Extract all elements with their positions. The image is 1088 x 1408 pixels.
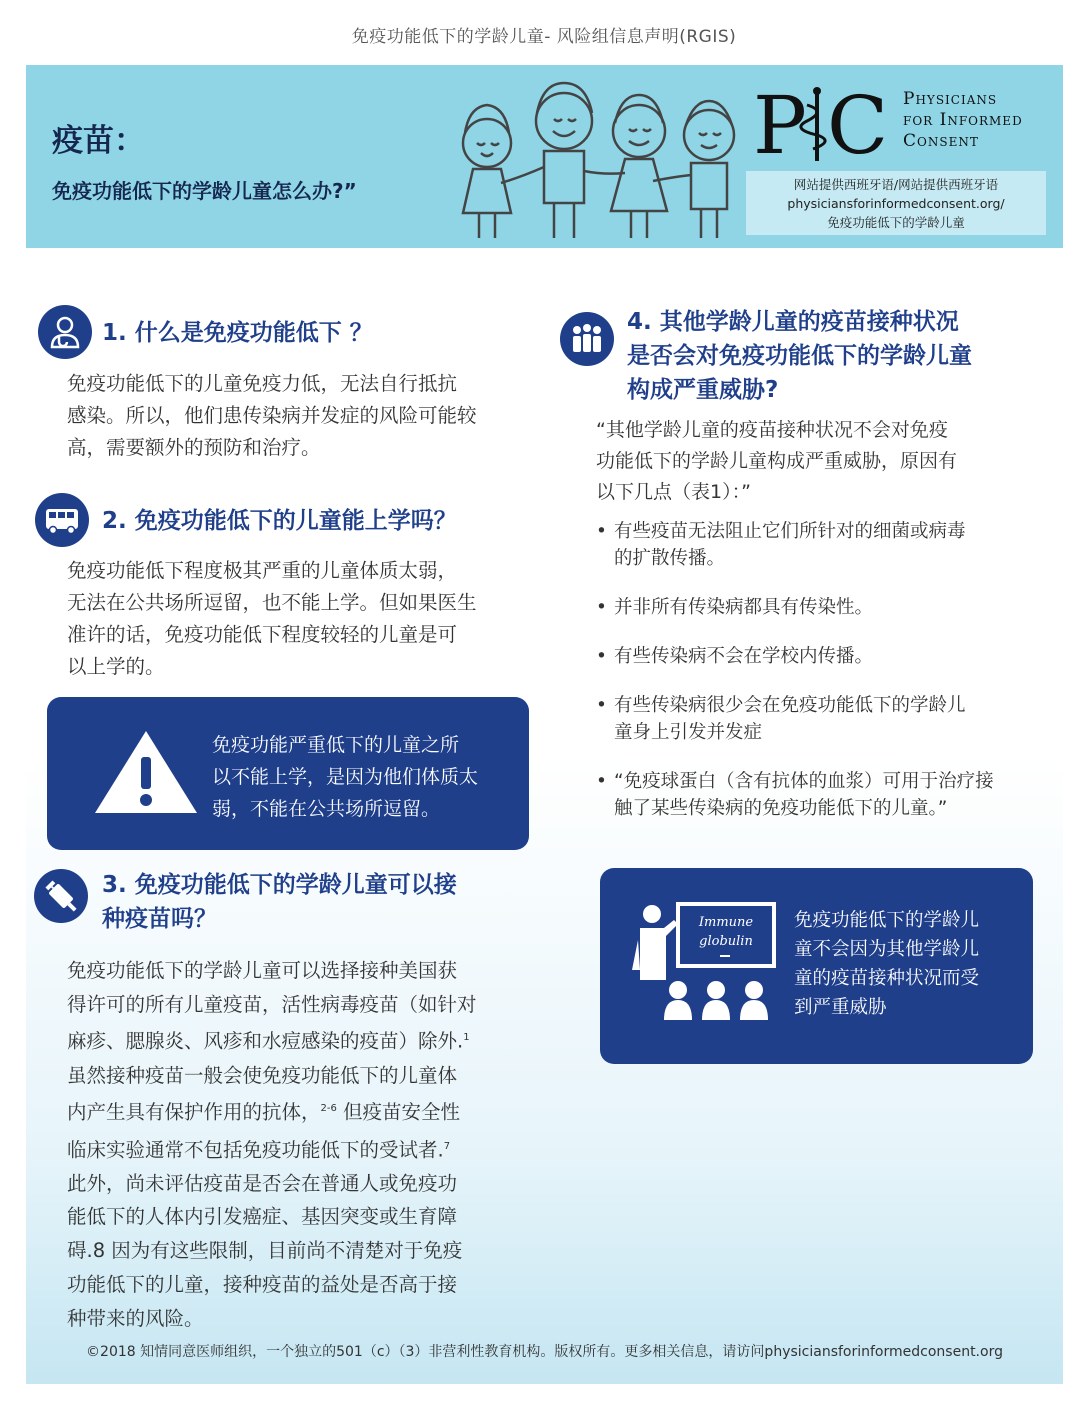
doctor-icon (38, 305, 92, 359)
list-item: • 并非所有传染病都具有传染性。 (596, 594, 1041, 621)
svg-text:P: P (753, 81, 807, 165)
header-banner (26, 65, 1063, 248)
document-top-title: 免疫功能低下的学龄儿童- 风险组信息声明(RGIS) (351, 27, 737, 47)
children-illustration-icon (439, 73, 759, 245)
svg-text:Immune: Immune (698, 915, 754, 930)
children-group-icon (560, 312, 614, 366)
section-2-body: 免疫功能低下程度极其严重的儿童体质太弱， 无法在公共场所逗留，也不能上学。但如果医生 准许的话，免疫功能低下程度较轻的儿童是可 以上学的。 (67, 559, 477, 678)
list-item: • 有些疫苗无法阻止它们所针对的细菌或病毒 的扩散传播。 (596, 518, 1041, 572)
website-info-box: 网站提供西班牙语/网站提供西班牙语 physiciansforinformedconsent.org/ 免疫功能低下的学龄儿童 (746, 171, 1046, 235)
immune-globulin-callout-text: 免疫功能低下的学龄儿 童不会因为其他学龄儿 童的疫苗接种状况而受 到严重威胁 (794, 910, 980, 1018)
pic-logo-icon (753, 81, 893, 165)
reasons-list (596, 518, 1041, 844)
warning-callout (47, 697, 529, 850)
website-url[interactable]: physiciansforinformedconsent.org/ (787, 196, 1005, 211)
section-1-body: 免疫功能低下的儿童免疫力低，无法自行抵抗 感染。所以，他们患传染病并发症的风险可能较 高，需要额外的预防和治疗。 (67, 372, 477, 459)
school-bus-icon (35, 493, 89, 547)
svg-text:C: C (827, 81, 889, 165)
section-2-title: 2. 免疫功能低下的儿童能上学吗？ (102, 508, 457, 534)
warning-callout-text: 免疫功能严重低下的儿童之所 以不能上学，是因为他们体质太 弱，不能在公共场所逗留。 (212, 734, 479, 820)
list-item: • 有些传染病不会在学校内传播。 (596, 643, 1041, 670)
teacher-classroom-icon (628, 900, 778, 1030)
footer-copyright: ©2018 知情同意医师组织，一个独立的501（c）（3）非营利性教育机构。版权所有。更多相关信息，请访问physiciansforinformedconsent.org (86, 1344, 1003, 1360)
immune-globulin-callout (600, 868, 1033, 1064)
section-4-intro: “其他学龄儿童的疫苗接种状况不会对免疫 功能低下的学龄儿童构成严重威胁，原因有 以下几点（表1）：” (596, 419, 958, 503)
logo-wordmark: Physicians for Informed Consent (903, 89, 1023, 151)
section-3-body: 免疫功能低下的学龄儿童可以选择接种美国获 得许可的所有儿童疫苗，活性病毒疫苗（如针对 麻疹、腮腺炎、风疹和水痘感染的疫苗）除外.$^1$ 虽然接种疫苗一般会使免疫功能低下的儿童体 内产生具有保护作用的抗体，$^{2-6}$ 但疫苗安全性 临床实验通常不包括免疫功能低下的受试者.$^7$ 此外，尚未评估疫苗是否会在普通人或免疫功 能低下的人体内引发癌症、基因突变或生育障 碍.8 因为有这些限制，目前尚不清楚对于免疫 功能低下的儿童，接种疫苗的益处是否高于接 种带来的风险。 (67, 959, 477, 1330)
syringe-icon (34, 869, 88, 923)
list-item: • “免疫球蛋白（含有抗体的血浆）可用于治疗接 触了某些传染病的免疫功能低下的儿童。” (596, 768, 1041, 822)
svg-text:globulin: globulin (699, 934, 753, 949)
section-4-title: 4. 其他学龄儿童的疫苗接种状况 是否会对免疫功能低下的学龄儿童 构成严重威胁? (627, 309, 972, 403)
list-item: • 有些传染病很少会在免疫功能低下的学龄儿 童身上引发并发症 (596, 692, 1041, 746)
banner-subheading: 免疫功能低下的学龄儿童怎么办?” (52, 179, 357, 203)
banner-heading: 疫苗： (52, 123, 145, 159)
warning-icon (91, 727, 201, 817)
section-1-title: 1. 什么是免疫功能低下 ？ (102, 320, 373, 346)
section-3-title: 3. 免疫功能低下的学龄儿童可以接 种疫苗吗？ (102, 872, 457, 932)
